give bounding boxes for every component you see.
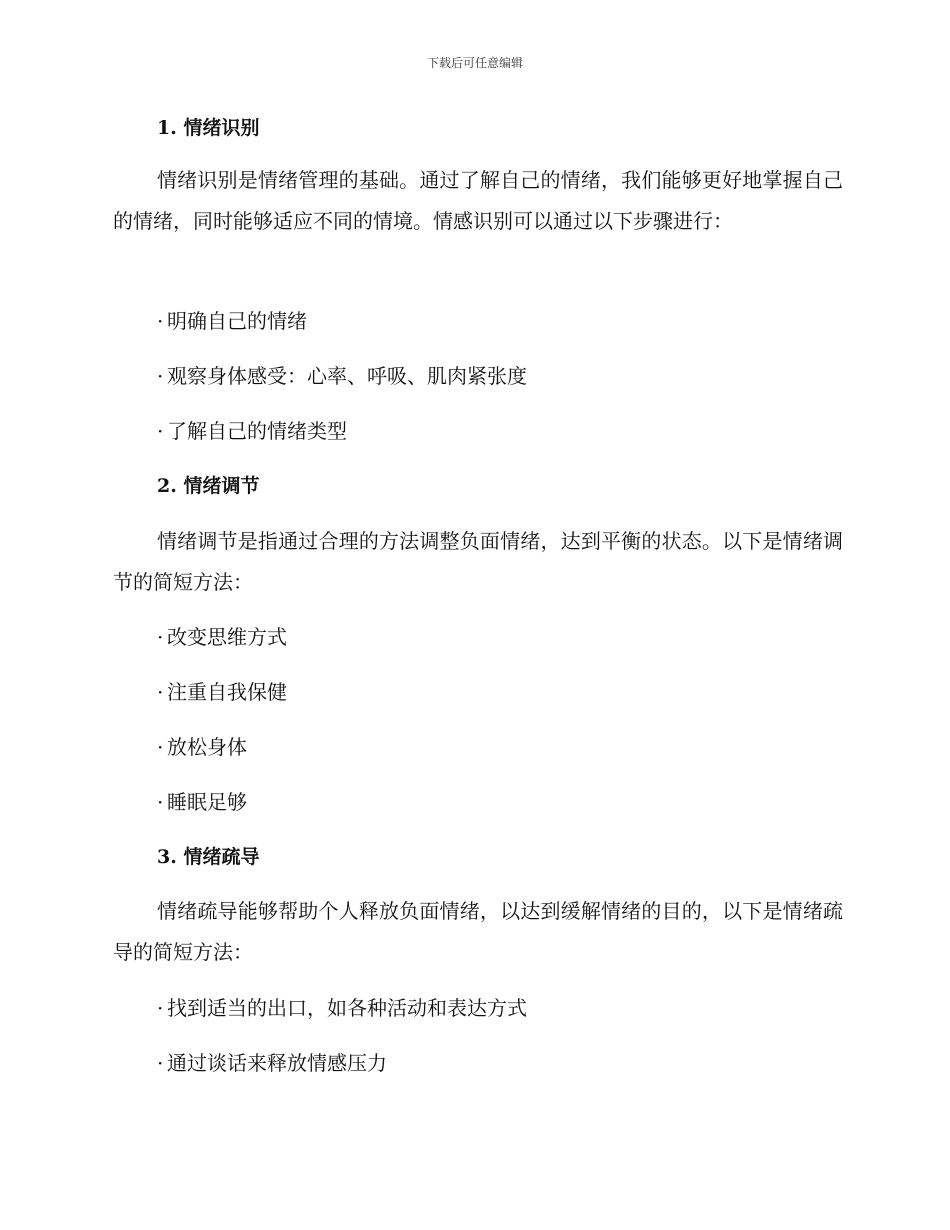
list-item <box>157 995 527 1021</box>
bullet-dot: · <box>157 1051 164 1075</box>
bullet-dot: · <box>157 790 164 814</box>
bullet-dot: · <box>157 364 164 388</box>
list-item-text: 放松身体 <box>167 735 247 759</box>
list-item <box>157 734 247 760</box>
bullet-dot: · <box>157 996 164 1020</box>
section-paragraph: 情绪疏导能够帮助个人释放负面情绪，以达到缓解情绪的目的，以下是情绪疏导的简短方法： <box>113 899 843 964</box>
section-paragraph: 情绪识别是情绪管理的基础。通过了解自己的情绪，我们能够更好地掌握自己的情绪，同时能够适应不同的情境。情感识别可以通过以下步骤进行： <box>113 168 843 233</box>
list-item-text: 了解自己的情绪类型 <box>167 419 347 443</box>
bullet-dot: · <box>157 680 164 704</box>
list-item <box>157 1050 387 1076</box>
list-item-text: 通过谈话来释放情感压力 <box>167 1051 387 1075</box>
list-item-text: 找到适当的出口，如各种活动和表达方式 <box>167 996 527 1020</box>
section-heading: 3. 情绪疏导 <box>157 846 260 868</box>
page-header-note: 下载后可任意编辑 <box>426 56 523 70</box>
list-item <box>157 679 287 705</box>
bullet-dot: · <box>157 309 164 333</box>
list-item-text: 注重自我保健 <box>167 680 287 704</box>
list-item <box>157 789 247 815</box>
list-item <box>157 418 347 444</box>
list-item <box>157 363 527 389</box>
list-item-text: 睡眠足够 <box>167 790 247 814</box>
list-item <box>157 624 287 650</box>
list-item-text: 改变思维方式 <box>167 625 287 649</box>
list-item <box>157 308 307 334</box>
section-paragraph: 情绪调节是指通过合理的方法调整负面情绪，达到平衡的状态。以下是情绪调节的简短方法： <box>113 529 843 594</box>
bullet-dot: · <box>157 419 164 443</box>
list-item-text: 明确自己的情绪 <box>167 309 307 333</box>
bullet-dot: · <box>157 735 164 759</box>
section-heading: 1. 情绪识别 <box>157 117 260 139</box>
section-heading: 2. 情绪调节 <box>157 475 260 497</box>
list-item-text: 观察身体感受：心率、呼吸、肌肉紧张度 <box>167 364 527 388</box>
bullet-dot: · <box>157 625 164 649</box>
